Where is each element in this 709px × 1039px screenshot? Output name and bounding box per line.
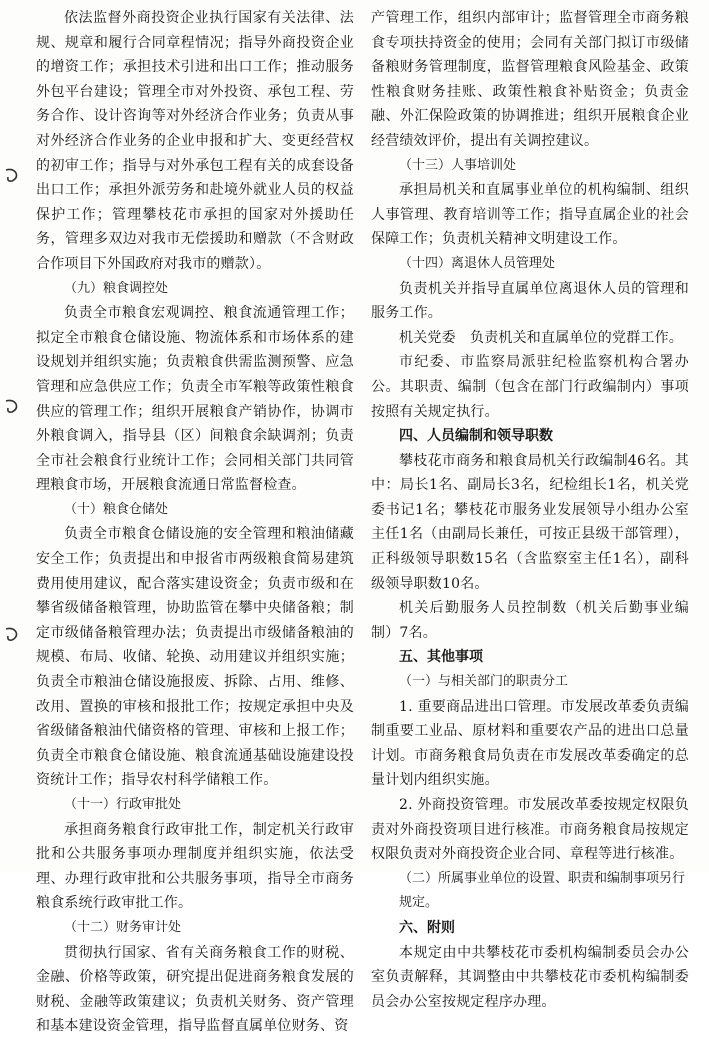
paragraph-finance-audit: 贯彻执行国家、省有关商务粮食工作的财税、金融、价格等政策，研究提出促进商务粮食发展的财税、金融等政策建议；负责机关财务、资产管理和基本建设资金管理，指导监督直属单位财务、资 xyxy=(36,944,354,1035)
binder-hole-mark-2 xyxy=(3,397,21,415)
paragraph-foreign-investment: 依法监督外商投资企业执行国家有关法律、法规、规章和履行合同章程情况；指导外商投资企业的增资工作；承担技术引进和出口工作；推动服务外包平台建设；管理全市对外投资、承包工程、劳务合作、设计咨询等对外经济合作业务；负责从事对外经济合作业务的企业申报和扩大、变更经营权的初审工作；指导与对外承包工程有关的成套设备出口工作；承担外派劳务和赴境外就业人员的权益保护工作；管理攀枝花市承担的国家对外援助任务，管理多双边对我市无偿援助和赠款（不含财政合作项目下外国政府对我市的赠款）。 xyxy=(36,10,354,272)
heading-division-of-duties: （一）与相关部门的职责分工 xyxy=(399,674,569,690)
paragraph-interpretation: 本规定由中共攀枝花市委机构编制委员会办公室负责解释，其调整由中共攀枝花市委机构编制委员会办公室按规定程序办理。 xyxy=(371,944,689,1010)
right-column xyxy=(371,6,689,1014)
paragraph-staffing-quota: 攀枝花市商务和粮食局机关行政编制46名。其中：局长1名、副局长3名，纪检组长1名，机关党委书记1名；攀枝花市服务业发展领导小组办公室主任1名（由副局长兼任，可按正县级干部管理），正科级领导职数15名（含监察室主任1名），副科级领导职数10名。 xyxy=(371,452,689,592)
heading-staffing: 四、人员编制和领导职数 xyxy=(399,428,553,445)
heading-personnel-training-office: （十三）人事培训处 xyxy=(399,157,517,173)
heading-other-matters: 五、其他事项 xyxy=(399,649,483,666)
paragraph-finance-audit-continued: 产管理工作，组织内部审计；监督管理全市商务粮食专项扶持资金的使用；会同有关部门拟订市级储备粮财务管理制度，监督管理粮食风险基金、政策性粮食财务挂账、政策性粮食补贴资金；负责金融、外汇保险政策的协调推进；组织开展粮食企业经营绩效评价，提出有关调控建议。 xyxy=(371,10,689,149)
paragraph-grain-storage: 负责全市粮食仓储设施的安全管理和粮油储藏安全工作；负责提出和申报省市两级粮食简易建筑费用使用建议，配合落实建设资金；负责市级和在攀省级储备粮管理，协助监管在攀中央储备粮；制定市级储备粮管理办法；负责提出市级储备粮油的规模、布局、收储、轮换、动用建议并组织实施；负责全市粮油仓储设施报废、拆除、占用、维修、改用、置换的审核和报批工作；按规定承担中央及省级储备粮油代储资格的管理、审核和上报工作；负责全市粮食仓储设施、粮食流通基础设施建设投资统计工作；指导农村科学储粮工作。 xyxy=(36,526,354,789)
paragraph-personnel-training: 承担局机关和直属事业单位的机构编制、组织人事管理、教育培训等工作；指导直属企业的社会保障工作；负责机关精神文明建设工作。 xyxy=(371,182,689,248)
heading-retiree-management-office: （十四）离退休人员管理处 xyxy=(399,255,556,271)
paragraph-grain-regulation: 负责全市粮食宏观调控、粮食流通管理工作；拟定全市粮食仓储设施、物流体系和市场体系的建设规划并组织实施；负责粮食供需监测预警、应急管理和应急供应工作；负责全市军粮等政策性粮食供应的管理工作；组织开展粮食产销协作，协调市外粮食调入，指导县（区）间粮食余缺调剂；负责全市社会粮食行业统计工作；会同相关部门共同管理粮食市场，开展粮食流通日常监督检查。 xyxy=(36,305,354,494)
paragraph-party-committee: 机关党委 负责机关和直属单位的党群工作。 xyxy=(399,329,683,346)
left-column xyxy=(36,6,354,1039)
paragraph-foreign-investment-management: 2. 外商投资管理。市发展改革委按规定权限负责对外商投资项目进行核准。市商务粮食局按规定权限负责对外商投资企业合同、章程等进行核准。 xyxy=(371,797,689,863)
heading-supplementary-provisions: 六、附则 xyxy=(399,919,455,936)
binder-hole-mark-1 xyxy=(3,166,21,184)
binder-hole-mark-3 xyxy=(3,625,21,643)
paragraph-import-export-management: 1. 重要商品进出口管理。市发展改革委负责编制重要工业品、原材料和重要农产品的进出口总量计划。市商务粮食局负责在市发展改革委确定的总量计划内组织实施。 xyxy=(371,698,689,789)
heading-grain-storage-office: （十）粮食仓储处 xyxy=(64,501,169,517)
heading-grain-regulation-office: （九）粮食调控处 xyxy=(64,280,169,296)
paragraph-affiliated-institutions: （二）所属事业单位的设置、职责和编制事项另行规定。 xyxy=(399,870,686,911)
paragraph-administrative-approval: 承担商务粮食行政审批工作，制定机关行政审批和公共服务事项办理制度并组织实施，依法受理、办理行政审批和公共服务事项，指导全市商务粮食系统行政审批工作。 xyxy=(36,821,354,912)
paragraph-retiree-management: 负责机关并指导直属单位离退休人员的管理和服务工作。 xyxy=(371,280,689,322)
paragraph-discipline-inspection: 市纪委、市监察局派驻纪检监察机构合署办公。其职责、编制（包含在部门行政编制内）事项按照有关规定执行。 xyxy=(371,354,689,420)
heading-administrative-approval-office: （十一）行政审批处 xyxy=(64,797,182,812)
heading-finance-audit-office: （十二）财务审计处 xyxy=(64,919,182,935)
paragraph-logistics-staff: 机关后勤服务人员控制数（机关后勤事业编制）7名。 xyxy=(371,600,689,641)
